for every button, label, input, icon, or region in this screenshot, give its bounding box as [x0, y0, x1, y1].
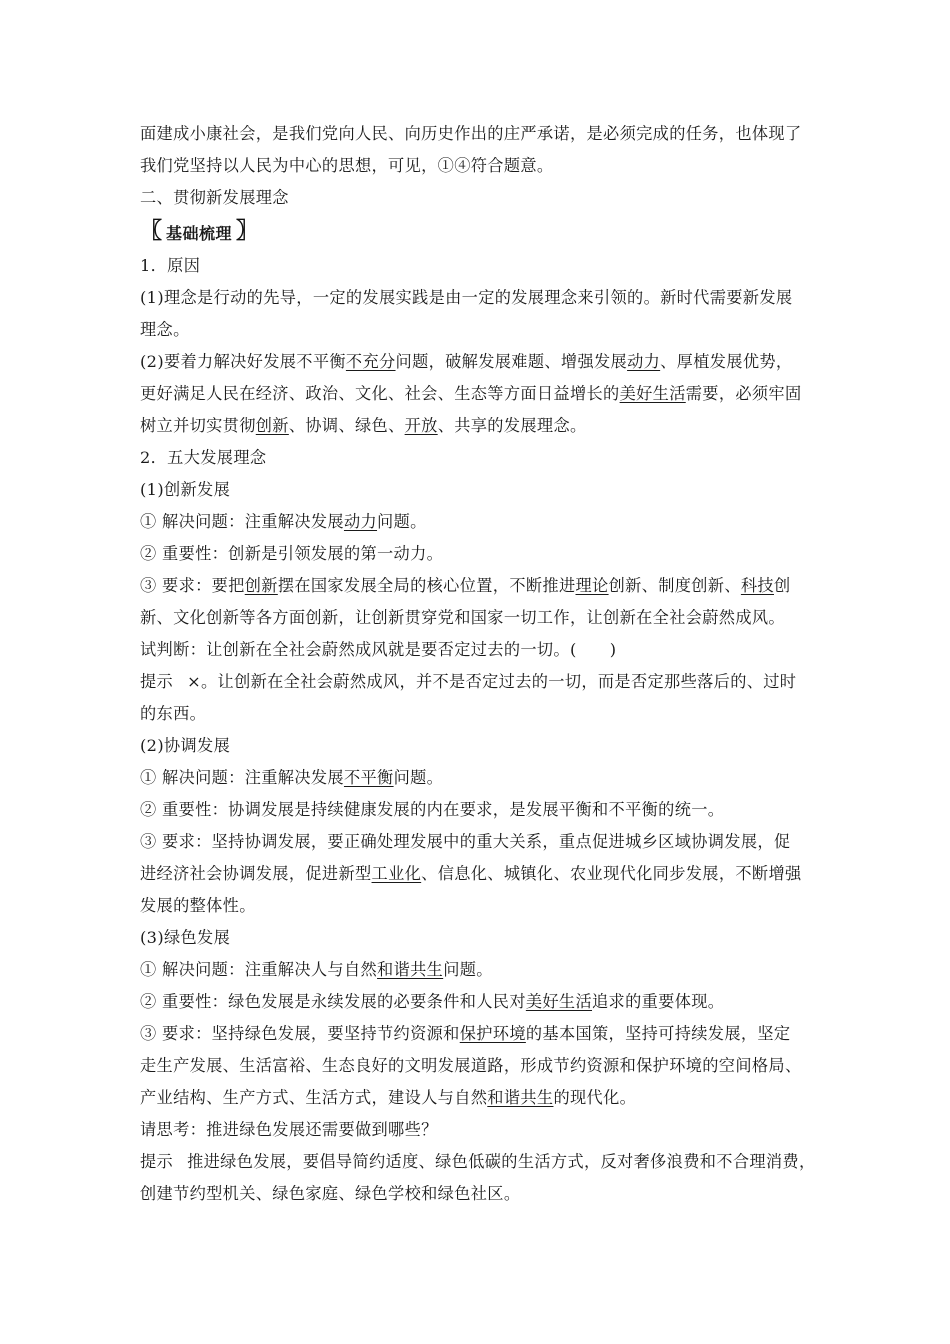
- text: 问题。: [393, 768, 444, 787]
- innovation-problem: [140, 506, 820, 538]
- text: 创: [773, 576, 791, 595]
- text: (2)要着力解决好发展不平衡: [140, 352, 346, 371]
- right-bracket: 〗: [236, 219, 259, 244]
- text: 更好满足人民在经济、政治、文化、社会、生态等方面日益增长的: [140, 384, 620, 403]
- hint: [140, 1146, 820, 1178]
- text: 、信息化、城镇化、农业现代化同步发展，不断增强: [421, 864, 802, 883]
- green-title: (3)绿色发展: [140, 928, 231, 947]
- text: 的基本国策，坚持可持续发展，坚定: [525, 1024, 791, 1043]
- green-importance: [140, 986, 820, 1018]
- left-bracket: 〖: [140, 219, 163, 244]
- answer-blank: 开放: [404, 416, 438, 435]
- section-title: 二、贯彻新发展理念: [140, 188, 289, 207]
- basic-review-label: 基础梳理: [166, 223, 233, 243]
- text: 、厚植发展优势，: [660, 352, 793, 371]
- answer-blank: 创新: [244, 576, 278, 595]
- text: 树立并切实贯彻: [140, 416, 256, 435]
- text: ③ 要求：坚持绿色发展，要坚持节约资源和: [140, 1024, 460, 1043]
- coordination-title: (2)协调发展: [140, 736, 231, 755]
- text: 创新、制度创新、: [608, 576, 741, 595]
- basic-review-heading: [140, 214, 820, 250]
- coordination-requirement: [140, 858, 820, 890]
- hint-text: 推进绿色发展，要倡导简约适度、绿色低碳的生活方式，反对奢侈浪费和不合理消费，: [187, 1152, 816, 1171]
- text: 问题。: [377, 512, 427, 531]
- answer-blank: 科技: [740, 576, 774, 595]
- innovation-requirement: 新、文化创新等各方面创新，让创新贯穿党和国家一切工作，让创新在全社会蔚然成风。: [140, 608, 785, 627]
- hint-label: 提示: [140, 672, 174, 691]
- answer-blank: 不平衡: [343, 768, 394, 787]
- hint: [140, 666, 820, 698]
- answer-blank: 动力: [627, 352, 661, 371]
- reason-paragraph-2: [140, 346, 820, 378]
- reason-heading: 1．原因: [140, 256, 201, 275]
- reason-paragraph-2: [140, 378, 820, 410]
- text: ① 解决问题：注重解决发展: [140, 512, 344, 531]
- text: ③ 要求：要把: [140, 576, 245, 595]
- text: ① 解决问题：注重解决发展: [140, 768, 344, 787]
- coordination-importance: ② 重要性：协调发展是持续健康发展的内在要求，是发展平衡和不平衡的统一。: [140, 800, 725, 819]
- think-question: 请思考：推进绿色发展还需要做到哪些？: [140, 1120, 438, 1139]
- reason-paragraph-1: (1)理念是行动的先导，一定的发展实践是由一定的发展理念来引领的。新时代需要新发展: [140, 288, 793, 307]
- answer-blank: 美好生活: [619, 384, 686, 403]
- text: 问题。: [443, 960, 493, 979]
- text: 追求的重要体现。: [592, 992, 725, 1011]
- innovation-title: (1)创新发展: [140, 480, 231, 499]
- text: 的现代化。: [553, 1088, 637, 1107]
- answer-blank: 和谐共生: [487, 1088, 554, 1107]
- hint-text: ×。让创新在全社会蔚然成风，并不是否定过去的一切，而是否定那些落后的、过时: [187, 672, 797, 691]
- text: 、协调、绿色、: [288, 416, 405, 435]
- coordination-problem: [140, 762, 820, 794]
- green-requirement: [140, 1082, 820, 1114]
- intro-line: 我们党坚持以人民为中心的思想，可见，①④符合题意。: [140, 156, 554, 175]
- green-problem: [140, 954, 820, 986]
- answer-blank: 不充分: [345, 352, 396, 371]
- reason-paragraph-2: [140, 410, 820, 442]
- hint: 创建节约型机关、绿色家庭、绿色学校和绿色社区。: [140, 1184, 521, 1203]
- innovation-importance: ② 重要性：创新是引领发展的第一动力。: [140, 544, 444, 563]
- five-concepts-heading: 2．五大发展理念: [140, 448, 267, 467]
- text: ① 解决问题：注重解决人与自然: [140, 960, 378, 979]
- green-requirement: 走生产发展、生活富裕、生态良好的文明发展道路，形成节约资源和保护环境的空间格局、: [140, 1056, 802, 1075]
- text: 需要，必须牢固: [685, 384, 802, 403]
- innovation-requirement: [140, 570, 820, 602]
- document-body: [140, 118, 820, 1210]
- answer-blank: 理论: [575, 576, 609, 595]
- intro-line: 面建成小康社会，是我们党向人民、向历史作出的庄严承诺，是必须完成的任务，也体现了: [140, 124, 802, 143]
- answer-blank: 美好生活: [525, 992, 593, 1011]
- text: 产业结构、生产方式、生活方式，建设人与自然: [140, 1088, 488, 1107]
- text: ② 重要性：绿色发展是永续发展的必要条件和人民对: [140, 992, 526, 1011]
- hint: 的东西。: [140, 704, 207, 723]
- reason-paragraph-1: 理念。: [140, 320, 190, 339]
- answer-blank: 保护环境: [459, 1024, 526, 1043]
- answer-blank: 和谐共生: [377, 960, 444, 979]
- text: 、共享的发展理念。: [437, 416, 587, 435]
- text: 摆在国家发展全局的核心位置，不断推进: [277, 576, 576, 595]
- hint-label: 提示: [140, 1152, 174, 1171]
- text: 问题，破解发展难题、增强发展: [395, 352, 628, 371]
- coordination-requirement: 发展的整体性。: [140, 896, 256, 915]
- judgement-question: 试判断：让创新在全社会蔚然成风就是要否定过去的一切。( ): [140, 640, 617, 659]
- text: 进经济社会协调发展，促进新型: [140, 864, 372, 883]
- green-requirement: [140, 1018, 820, 1050]
- answer-blank: 动力: [343, 512, 378, 531]
- answer-blank: 创新: [255, 416, 289, 435]
- answer-blank: 工业化: [371, 864, 422, 883]
- coordination-requirement: ③ 要求：坚持协调发展，要正确处理发展中的重大关系，重点促进城乡区域协调发展，促: [140, 832, 791, 851]
